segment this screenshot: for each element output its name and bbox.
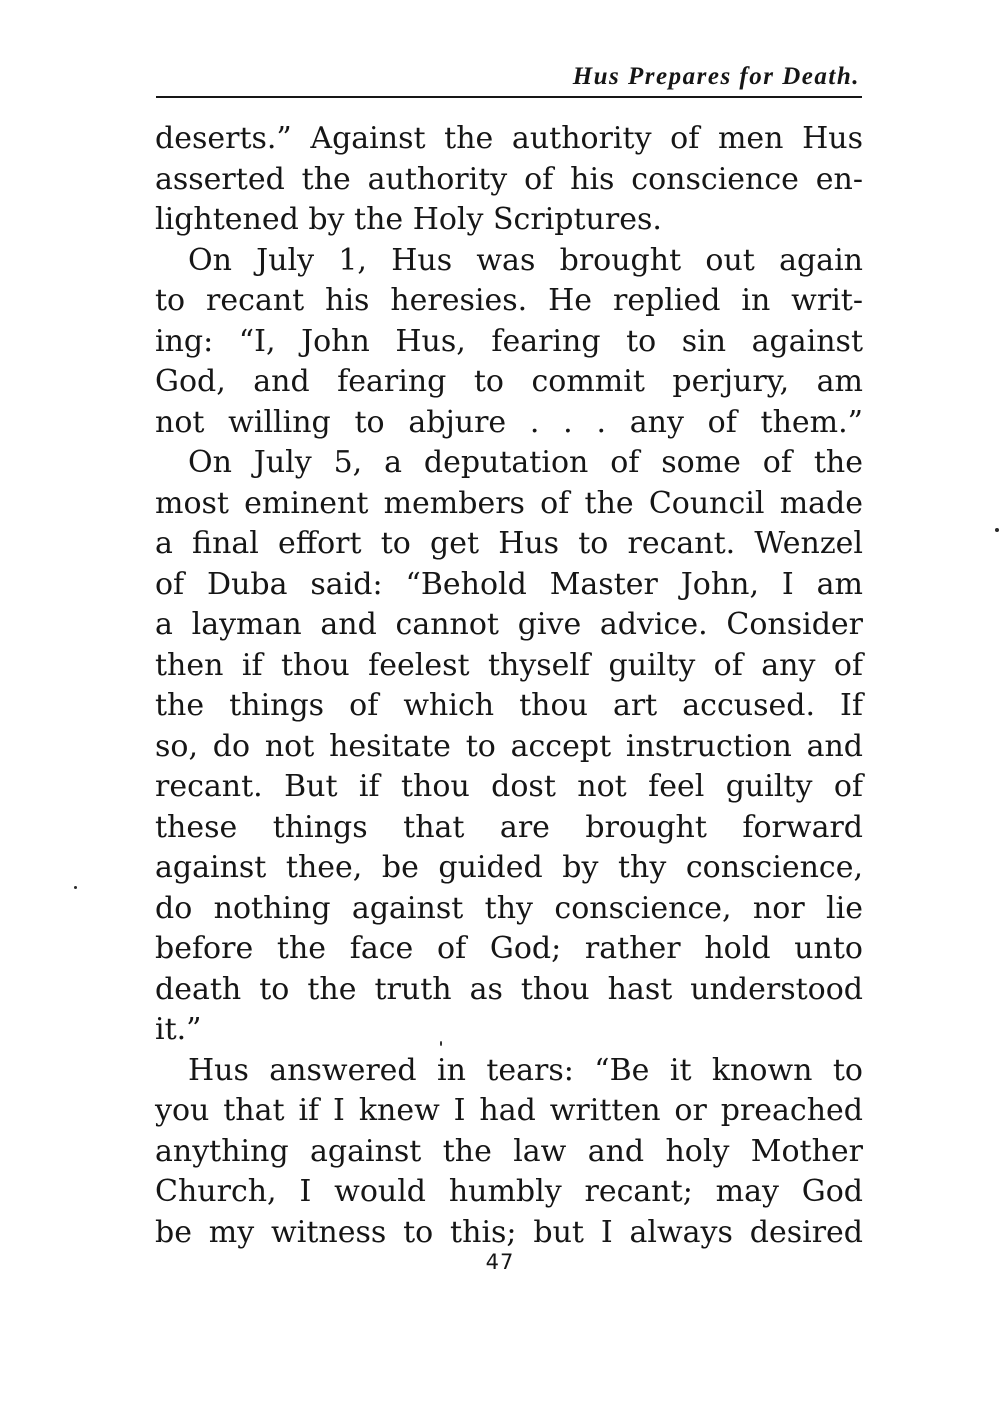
text-line: be my witness to this; but I always desired bbox=[155, 1214, 863, 1250]
page-number: 47 bbox=[485, 1250, 515, 1274]
text-line: then if thou feelest thyself guilty of any of bbox=[155, 647, 863, 683]
text-line: deserts.” Against the authority of men Hus bbox=[155, 121, 863, 156]
text-line: asserted the authority of his conscience en- bbox=[155, 161, 863, 197]
text-line: a layman and cannot give advice. Consider bbox=[155, 607, 863, 642]
text-line: against thee, be guided by thy conscience, bbox=[155, 850, 863, 885]
scan-speck bbox=[74, 886, 77, 889]
text-line: the things of which thou art accused. If bbox=[155, 688, 863, 723]
text-line: anything against the law and holy Mother bbox=[155, 1133, 863, 1169]
text-line: you that if I knew I had written or preached bbox=[155, 1093, 863, 1128]
text-line: to recant his heresies. He replied in writ- bbox=[155, 283, 863, 318]
text-line: most eminent members of the Council made bbox=[155, 485, 863, 521]
header-rule bbox=[156, 96, 862, 98]
text-line: do nothing against thy conscience, nor lie bbox=[155, 890, 863, 926]
scan-speck bbox=[440, 1041, 442, 1046]
text-line: ing: “I, John Hus, fearing to sin against bbox=[155, 323, 863, 359]
text-line: it.” bbox=[155, 1012, 202, 1047]
text-line: God, and fearing to commit perjury, am bbox=[155, 364, 863, 399]
text-line: a final effort to get Hus to recant. Wenzel bbox=[155, 526, 863, 561]
text-line: of Duba said: “Behold Master John, I am bbox=[155, 566, 863, 602]
text-line: On July 1, Hus was brought out again bbox=[188, 242, 863, 278]
running-header: Hus Prepares for Death. bbox=[572, 63, 860, 90]
text-line: not willing to abjure . . . any of them.” bbox=[155, 404, 863, 440]
text-line: Hus answered in tears: “Be it known to bbox=[188, 1052, 863, 1088]
text-line: recant. But if thou dost not feel guilty of bbox=[155, 769, 863, 804]
text-line: On July 5, a deputation of some of the bbox=[188, 445, 863, 480]
scan-speck bbox=[995, 528, 999, 532]
text-line: lightened by the Holy Scriptures. bbox=[155, 202, 662, 237]
text-line: death to the truth as thou hast understood bbox=[155, 971, 863, 1007]
body-text bbox=[155, 119, 863, 1253]
text-line: Church, I would humbly recant; may God bbox=[155, 1174, 863, 1209]
text-line: these things that are brought forward bbox=[155, 809, 863, 845]
text-line: so, do not hesitate to accept instruction and bbox=[155, 728, 863, 764]
text-line: before the face of God; rather hold unto bbox=[155, 931, 863, 966]
